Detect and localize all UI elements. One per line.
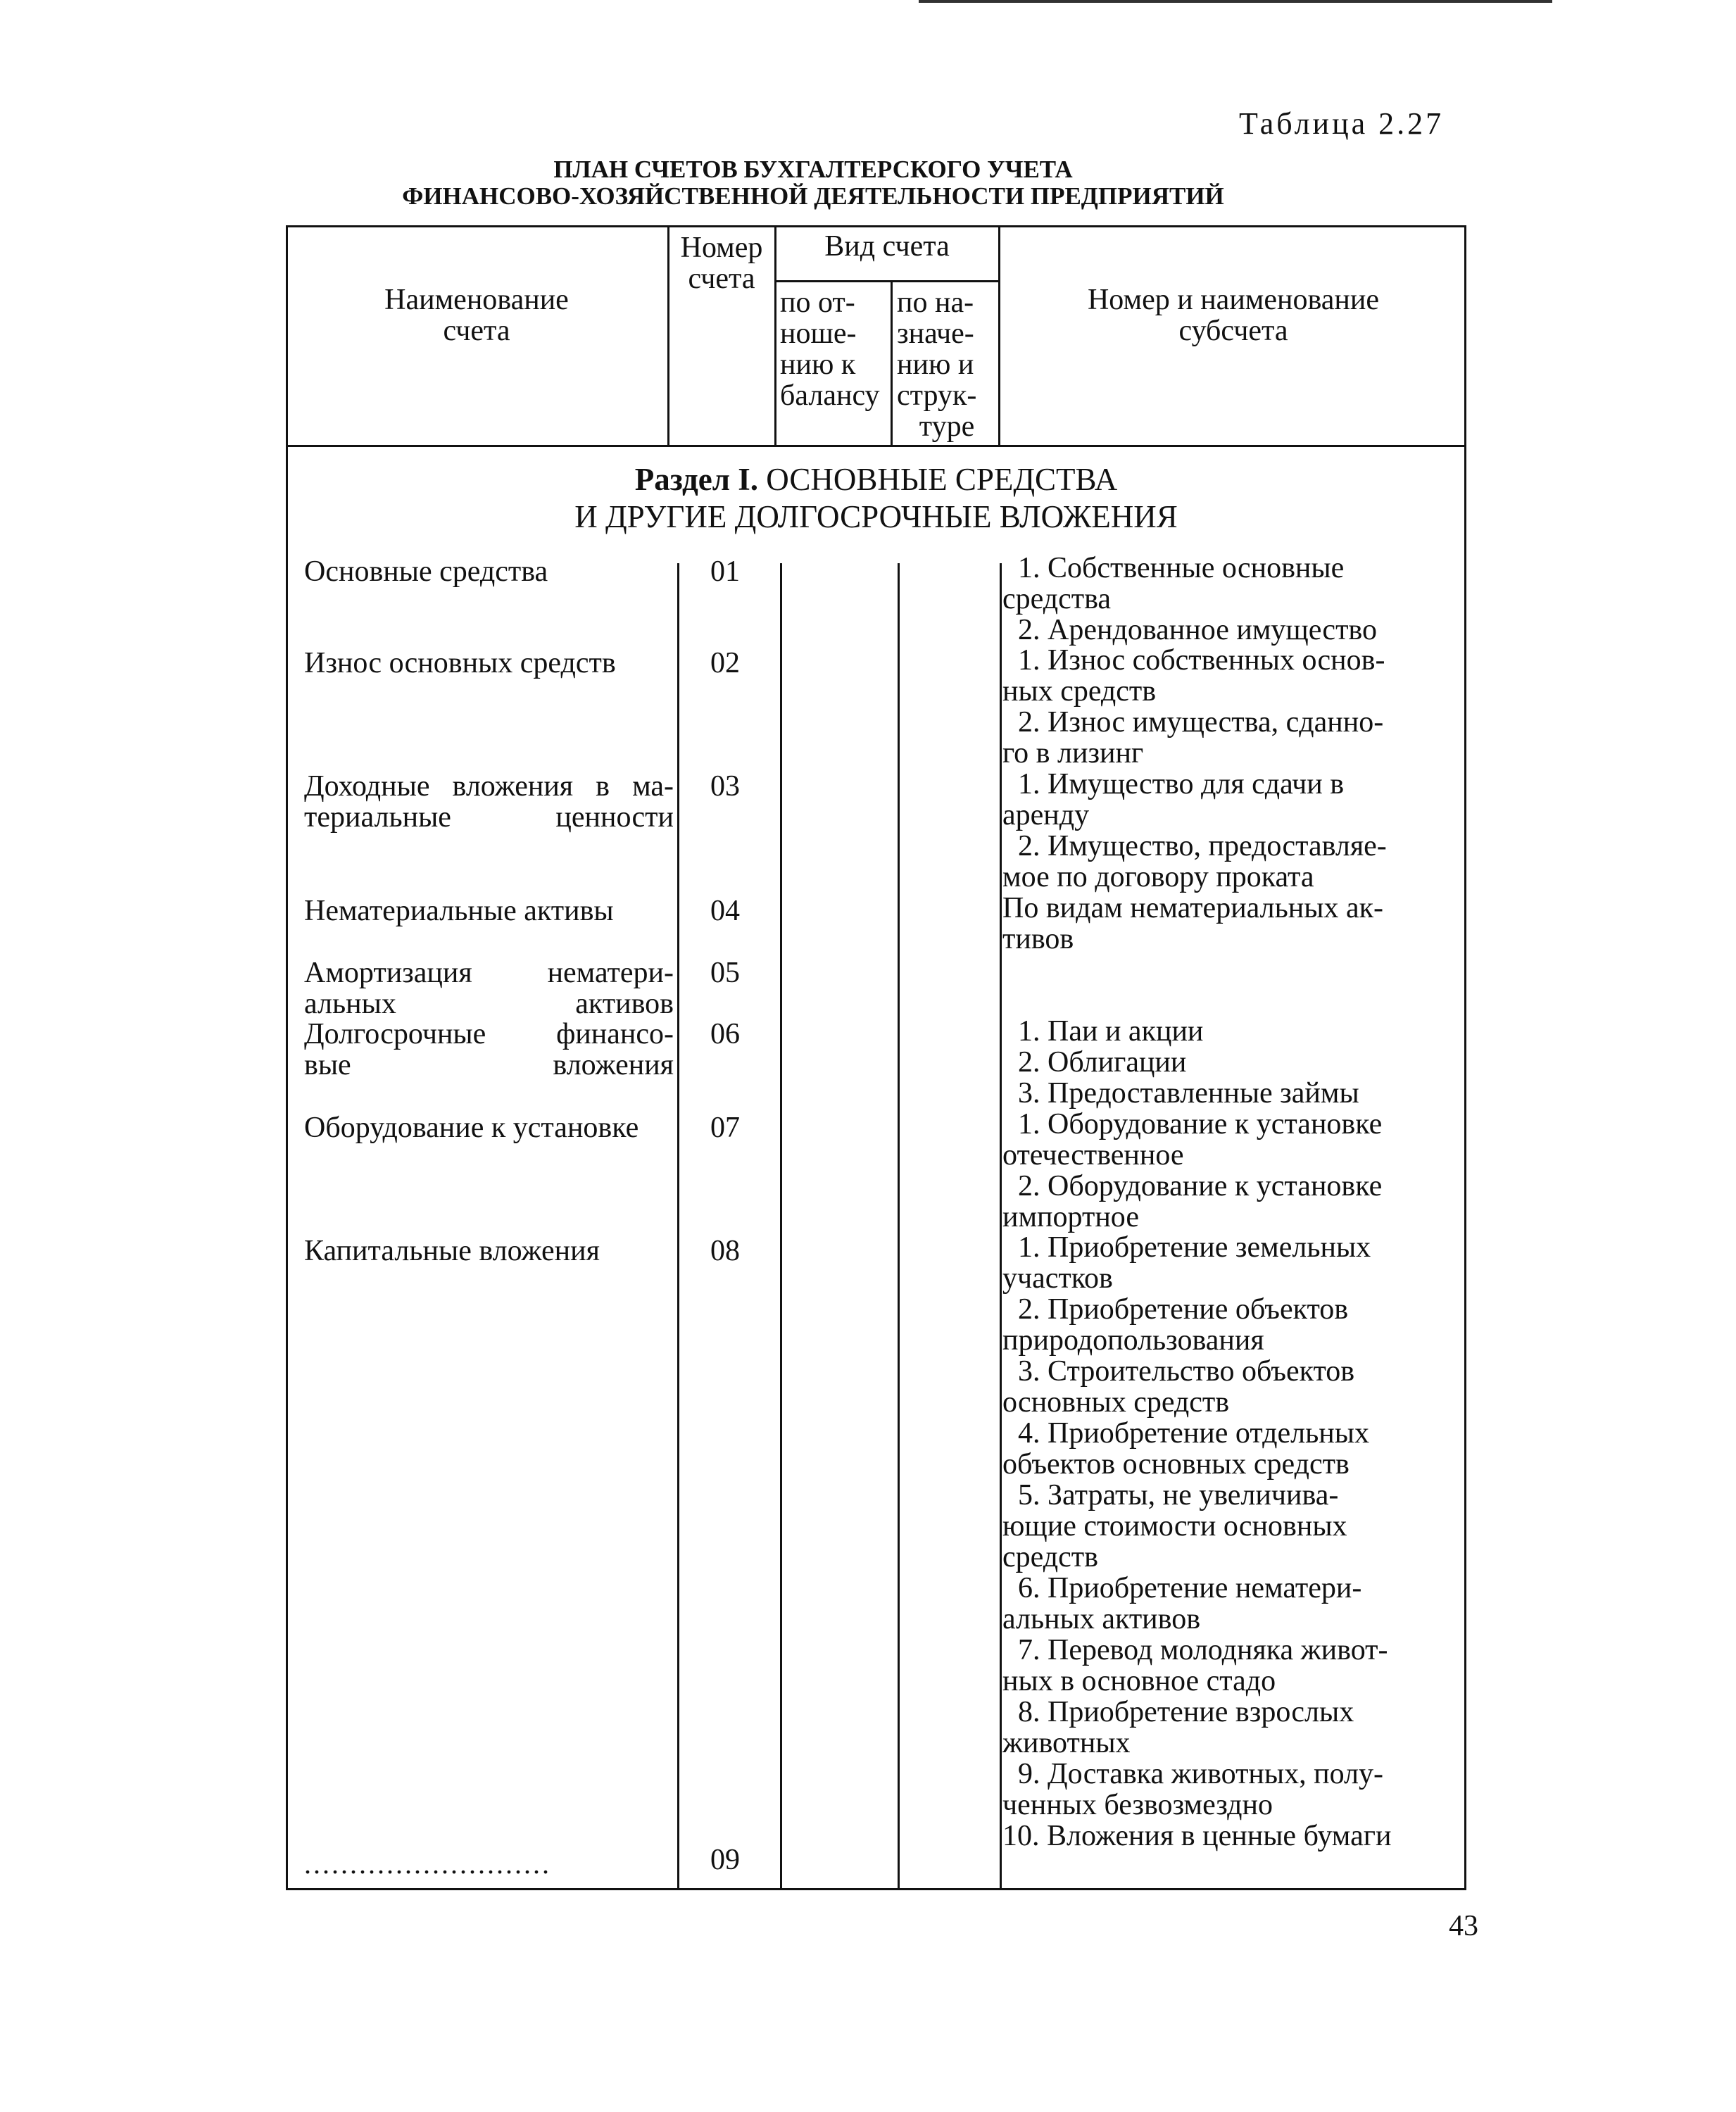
column-header-subaccount: Номер и наименование субсчета [1087,284,1380,347]
account-number-08: 08 [710,1235,740,1267]
subaccount-08-4: 4. Приобретение отдельных объектов основных средств [1002,1417,1369,1481]
account-number-02: 02 [710,647,740,679]
title-line-1: ПЛАН СЧЕТОВ БУХГАЛТЕРСКОГО УЧЕТА [553,156,1073,183]
subaccount-08-1: 1. Приобретение земельных участков [1002,1231,1371,1295]
header-divider-type [891,280,893,445]
header-bottom-rule [286,445,1466,447]
section-title-line-1: ОСНОВНЫЕ СРЕДСТВА [766,462,1118,497]
column-header-number: Номер счета [680,232,763,295]
title-line-2: ФИНАНСОВО-ХОЗЯЙСТВЕННОЙ ДЕЯТЕЛЬНОСТИ ПРЕДПРИЯТИЙ [402,182,1224,210]
account-name-07: Оборудование к установке [304,1112,639,1144]
body-divider-type [898,563,900,1890]
table-label: Таблица 2.27 [1239,106,1445,141]
account-number-05: 05 [710,957,740,989]
document-title [289,156,1338,210]
subaccount-06-2: 2. Облигации [1018,1046,1187,1079]
body-divider-sub [1000,563,1002,1890]
account-name-08: Капитальные вложения [304,1235,600,1267]
subaccount-06-3: 3. Предоставленные займы [1018,1077,1359,1110]
section-heading [286,461,1466,536]
subaccount-02-2: 2. Износ имущества, сданно- го в лизинг [1002,706,1384,769]
subaccount-04: По видам нематериальных ак- тивов [1002,892,1384,955]
subaccount-08-8: 8. Приобретение взрослых животных [1002,1696,1354,1759]
account-number-06: 06 [710,1018,740,1050]
account-number-01: 01 [710,555,740,588]
account-name-05: Амортизация нематери- альных активов [304,957,674,1020]
type-header-rule [774,280,1000,282]
subaccount-08-5: 5. Затраты, не увеличива- ющие стоимости основных средств [1002,1479,1347,1573]
account-name-03: Доходные вложения в ма- териальные ценности [304,770,674,834]
account-number-09: 09 [710,1844,740,1876]
body-divider-name [677,563,679,1890]
column-header-type-purpose: по на- значе- нию и струк- туре [897,287,977,443]
account-name-04: Нематериальные активы [304,895,614,927]
subaccount-01-2: 2. Арендованное имущество [1018,614,1377,646]
subaccount-07-1: 1. Оборудование к установке отечественное [1002,1108,1383,1171]
subaccount-01-1: 1. Собственные основные средства [1002,552,1345,615]
subaccount-03-1: 1. Имущество для сдачи в аренду [1002,768,1345,831]
subaccount-08-3: 3. Строительство объектов основных средств [1002,1355,1355,1419]
body-divider-number [780,563,782,1890]
section-prefix: Раздел I. [634,462,759,497]
account-number-07: 07 [710,1112,740,1144]
subaccount-06-1: 1. Паи и акции [1018,1015,1204,1048]
account-number-03: 03 [710,770,740,803]
subaccount-08-7: 7. Перевод молодняка живот- ных в основное стадо [1002,1634,1388,1697]
subaccount-08-10: 10. Вложения в ценные бумаги [1002,1820,1392,1852]
subaccount-02-1: 1. Износ собственных основ- ных средств [1002,644,1385,708]
subaccount-07-2: 2. Оборудование к установке импортное [1002,1170,1383,1233]
top-edge-rule [919,0,1552,3]
subaccount-03-2: 2. Имущество, предоставляе- мое по договору проката [1002,830,1387,893]
column-header-name: Наименование счета [384,284,569,347]
subaccount-08-2: 2. Приобретение объектов природопользования [1002,1293,1349,1357]
column-header-type-balance: по от- ноше- нию к балансу [780,287,880,412]
account-name-02: Износ основных средств [304,647,616,679]
page-number: 43 [1449,1910,1478,1942]
subaccount-08-9: 9. Доставка животных, полу- ченных безвозмездно [1002,1758,1383,1821]
account-name-06: Долгосрочные финансо- вые вложения [304,1018,674,1081]
account-name-01: Основные средства [304,555,548,588]
account-number-04: 04 [710,895,740,927]
subaccount-08-6: 6. Приобретение нематери- альных активов [1002,1572,1362,1635]
column-header-type: Вид счета [824,230,950,263]
account-name-09-dots: ........................... [304,1849,551,1880]
section-title-line-2: И ДРУГИЕ ДОЛГОСРОЧНЫЕ ВЛОЖЕНИЯ [574,499,1178,534]
